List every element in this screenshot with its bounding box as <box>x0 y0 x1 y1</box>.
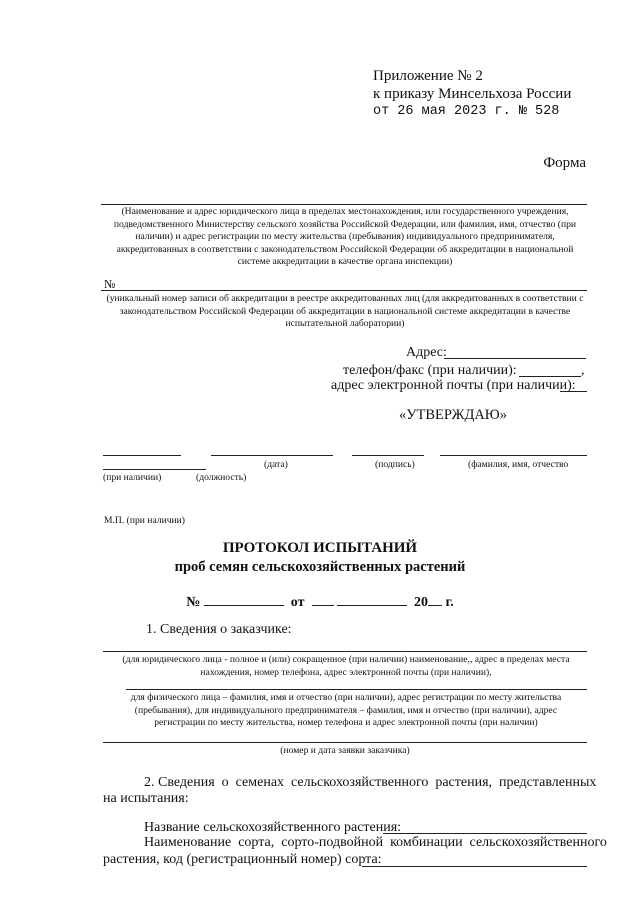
approve-heading: «УТВЕРЖДАЮ» <box>399 407 507 423</box>
accreditation-number-line <box>101 290 587 291</box>
customer-line-1 <box>103 651 587 652</box>
if-any-caption: (при наличии) <box>103 472 162 483</box>
customer-line-2 <box>126 689 587 690</box>
appendix-block <box>373 67 571 121</box>
address-line <box>444 358 586 359</box>
name-line <box>440 455 587 456</box>
phone-line <box>519 376 581 377</box>
variety-label-line1: Наименование сорта, сорто-подвойной комбинации сельскохозяйственного <box>144 835 607 850</box>
position-line-2 <box>103 469 206 470</box>
section2-heading: 2. Сведения о семенах сельскохозяйственного растения, представленных <box>144 775 597 790</box>
date-line <box>211 455 333 456</box>
position-line <box>103 455 181 456</box>
request-caption: (номер и дата заявки заказчика) <box>280 745 410 756</box>
position-caption: (должность) <box>196 472 247 483</box>
signature-caption: (подпись) <box>375 459 415 470</box>
section2-heading-cont: на испытания: <box>103 791 189 806</box>
crop-name-line <box>383 833 587 834</box>
address-label: Адрес: <box>406 345 447 360</box>
phone-trail: , <box>581 363 585 378</box>
protocol-title: ПРОТОКОЛ ИСПЫТАНИЙ <box>222 540 418 556</box>
section1-heading: 1. Сведения о заказчике: <box>146 622 292 637</box>
email-line <box>560 391 587 392</box>
month-blank <box>337 593 407 606</box>
appendix-line-3: от 26 мая 2023 г. № 528 <box>373 104 560 119</box>
appendix-line-2: к приказу Минсельхоза России <box>373 86 572 102</box>
phone-label: телефон/факс (при наличии): <box>343 363 517 378</box>
request-line <box>103 742 587 743</box>
protocol-number-line <box>0 593 640 611</box>
stamp-caption: М.П. (при наличии) <box>104 515 185 526</box>
org-name-line <box>101 204 587 205</box>
individual-caption: для физического лица – фамилия, имя и отчество (при наличии), адрес регистрации по месту жительства (пребывания), для индивидуального предпринимателя – фамилия, имя и отчество (при наличии), адрес регистрации по месту жительства, номер телефона и адрес электронной почты (при наличии) <box>130 692 562 728</box>
protocol-number-blank <box>204 593 284 606</box>
number-sign: № <box>104 277 116 291</box>
variety-label-line2: растения, код (регистрационный номер) сорта: <box>103 852 382 867</box>
org-caption: (Наименование и адрес юридического лица в пределах местонахождения, или государственного учреждения, подведомственного Министерству сельского хозяйства Российской Федерации, или фамилия, имя, отчество (при наличии) и адрес регистрации по месту жительства (пребывания) индивидуального предпринимателя, аккредитованных в соответствии с законодательством Российской Федерации об аккредитации в национальной системе аккредитации в качестве органа инспекции) <box>113 206 577 267</box>
legal-entity-caption: (для юридического лица - полное и (или) сокращенное (при наличии) наименование,, адрес в пределах места нахождения, номер телефона, адрес электронной почты (при наличии), <box>122 654 570 678</box>
protocol-number-label: № <box>186 595 201 610</box>
crop-name-label: Название сельскохозяйственного растения: <box>144 820 402 835</box>
signature-line <box>352 455 424 456</box>
appendix-line-1: Приложение № 2 <box>373 68 483 84</box>
year-blank <box>428 593 442 606</box>
name-caption: (фамилия, имя, отчество <box>468 459 569 470</box>
variety-line <box>362 866 587 867</box>
date-caption: (дата) <box>264 459 288 470</box>
form-label: Форма <box>543 155 586 171</box>
protocol-from-label: от <box>290 595 305 610</box>
accreditation-caption: (уникальный номер записи об аккредитации в реестре аккредитованных лиц (для аккредитованных в соответствии с законодательством Российской Федерации об аккредитации в национальной системе аккредитации в качестве испытательной лаборатории) <box>106 293 584 329</box>
email-label: адрес электронной почты (при наличии): <box>331 378 576 393</box>
day-blank <box>312 593 334 606</box>
year-suffix: г. <box>445 595 454 610</box>
year-label: 20 <box>414 595 428 610</box>
protocol-subtitle: проб семян сельскохозяйственных растений <box>174 559 466 575</box>
